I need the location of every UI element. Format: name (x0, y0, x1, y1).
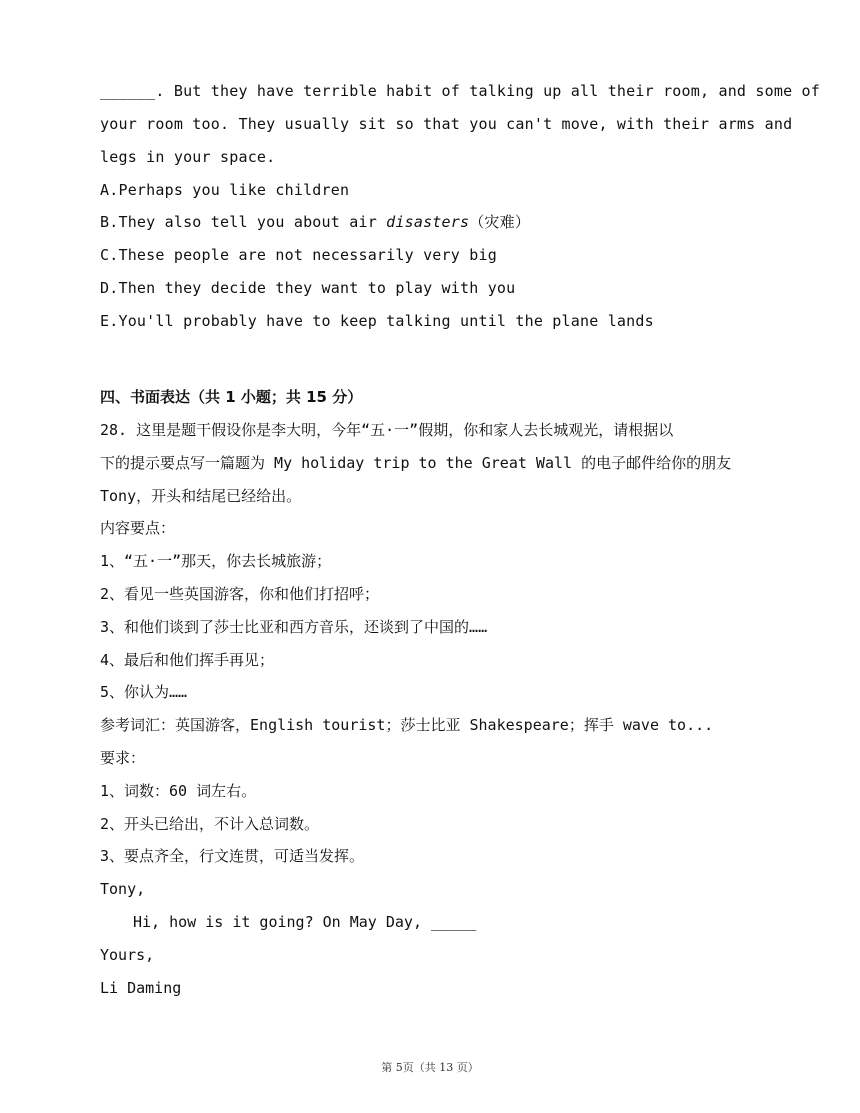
option-e: E.You'll probably have to keep talking until the plane lands (100, 312, 654, 330)
requirement-item: 3、要点齐全，行文连贯，可适当发挥。 (100, 847, 365, 865)
page-footer: 第 5页（共 13 页） (381, 1061, 479, 1074)
passage-line-3: legs in your space. (100, 148, 276, 166)
requirement-item: 2、开头已给出，不计入总词数。 (100, 815, 320, 833)
points-label: 内容要点： (100, 519, 176, 537)
option-d: D.Then they decide they want to play with you (100, 279, 516, 297)
option-b-prefix: B.They also tell you about air (100, 213, 387, 231)
option-b (100, 212, 530, 232)
question-line-2: 下的提示要点写一篇题为 My holiday trip to the Great Wall 的电子邮件给你的朋友 (100, 454, 732, 472)
question-line-3: Tony，开头和结尾已经给出。 (100, 487, 302, 505)
section-heading: 四、书面表达（共 1 小题；共 15 分） (100, 388, 363, 406)
vocabulary-line: 参考词汇：英国游客，English tourist；莎士比亚 Shakespeare；挥手 wave to... (100, 716, 714, 734)
point-item: 5、你认为…… (100, 683, 188, 701)
letter-closing: Yours, (100, 946, 155, 964)
passage-line-2: your room too. They usually sit so that you can't move, with their arms and (100, 115, 793, 133)
option-b-suffix: （灾难） (469, 213, 531, 231)
requirements-label: 要求： (100, 749, 146, 767)
option-a: A.Perhaps you like children (100, 181, 350, 199)
letter-body: Hi, how is it going? On May Day, _____ (133, 913, 477, 931)
letter-greeting: Tony, (100, 880, 146, 898)
point-item: 2、看见一些英国游客，你和他们打招呼； (100, 585, 380, 603)
question-line-1: 28. 这里是题干假设你是李大明，今年“五·一”假期，你和家人去长城观光，请根据以 (100, 421, 674, 439)
letter-signature: Li Daming (100, 979, 182, 997)
point-item: 4、最后和他们挥手再见； (100, 651, 275, 669)
point-item: 1、“五·一”那天，你去长城旅游； (100, 552, 332, 570)
point-item: 3、和他们谈到了莎士比亚和西方音乐，还谈到了中国的…… (100, 618, 488, 636)
passage-line-1: ______. But they have terrible habit of talking up all their room, and some of (100, 82, 820, 100)
requirement-item: 1、词数：60 词左右。 (100, 782, 257, 800)
option-c: C.These people are not necessarily very big (100, 246, 497, 264)
option-b-emphasis: disasters (386, 213, 470, 231)
